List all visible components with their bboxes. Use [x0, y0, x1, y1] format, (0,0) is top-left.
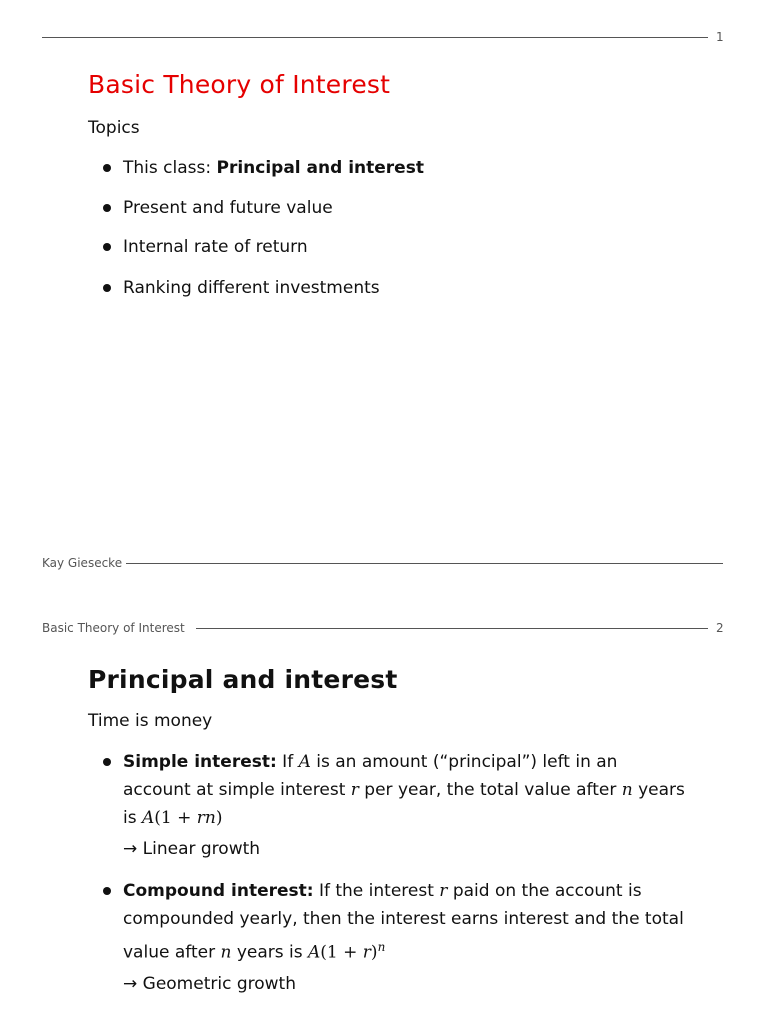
page-number: 2 [716, 621, 724, 635]
text-line: is A(1 + rn) [123, 808, 223, 828]
list-item-simple-interest [123, 748, 703, 863]
list-item: Internal rate of return [123, 237, 308, 257]
item-label: Compound interest: [123, 881, 314, 901]
variable: r [350, 780, 359, 800]
formula-part: A [308, 942, 321, 963]
bullet-icon [103, 243, 111, 251]
slide-title: Principal and interest [88, 665, 398, 694]
formula-exponent: n [377, 940, 386, 954]
bullet-icon [103, 284, 111, 292]
formula-part: r [362, 942, 371, 963]
page-number: 1 [716, 30, 724, 44]
formula-part: (1 + [154, 808, 197, 828]
variable: n [220, 942, 232, 963]
list-item [123, 154, 703, 182]
text-line: account at simple interest r per year, the total value after n years [123, 780, 685, 800]
item-label: Simple interest: [123, 752, 277, 772]
growth-note: → Geometric growth [123, 973, 296, 994]
list-item: Ranking different investments [123, 278, 380, 298]
variable: A [298, 752, 311, 772]
item-text: This class: [123, 158, 217, 178]
text-line: Compound interest: If the interest r paid on the account is [123, 881, 642, 901]
variable: r [439, 881, 448, 901]
formula-part: (1 + [320, 942, 363, 963]
bullet-icon [103, 204, 111, 212]
bullet-icon [103, 758, 111, 766]
footer-author: Kay Giesecke [42, 556, 123, 570]
list-item-compound-interest [123, 877, 703, 998]
formula-part: ) [215, 808, 223, 828]
footer-rule [126, 563, 723, 564]
formula-part: ) [370, 942, 378, 963]
text-line: value after n years is $A(1 + r)^n$ [123, 940, 386, 963]
item-bold-text: Principal and interest [216, 158, 424, 178]
header-rule [196, 628, 708, 629]
slide-subtitle: Topics [88, 118, 140, 138]
slide-subtitle: Time is money [88, 711, 213, 731]
slide-title: Basic Theory of Interest [88, 70, 391, 99]
bullet-icon [103, 164, 111, 172]
growth-note: → Linear growth [123, 839, 261, 859]
header-title: Basic Theory of Interest [42, 621, 185, 635]
text-line: compounded yearly, then the interest earns interest and the total [123, 909, 684, 929]
list-item: Present and future value [123, 198, 333, 218]
formula-part: rn [196, 808, 216, 828]
text-line: Simple interest: If A is an amount (“principal”) left in an [123, 752, 618, 772]
formula-part: A [141, 808, 155, 828]
variable: n [621, 780, 633, 800]
header-rule [42, 37, 708, 38]
bullet-icon [103, 887, 111, 895]
